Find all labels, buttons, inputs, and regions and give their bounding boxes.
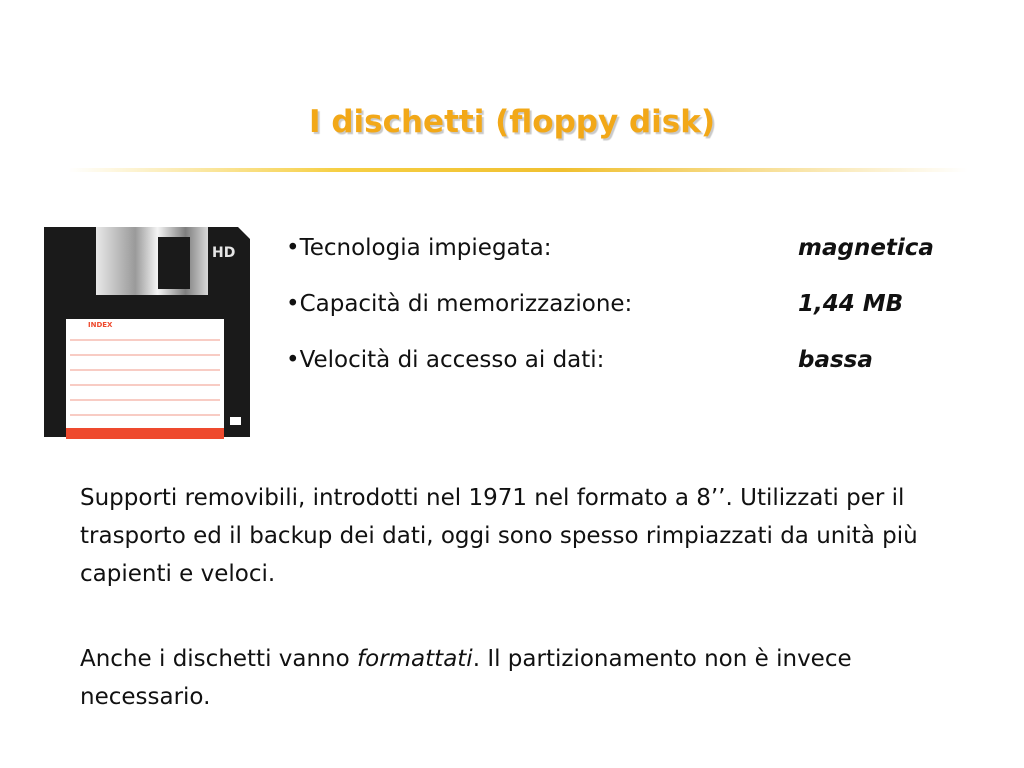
specs-list bbox=[286, 235, 976, 403]
spec-row-capacity bbox=[286, 291, 976, 347]
spec-value: bassa bbox=[798, 347, 873, 373]
title-divider bbox=[68, 168, 968, 172]
spec-label: •Capacità di memorizzazione: bbox=[286, 291, 633, 317]
spec-value: 1,44 MB bbox=[798, 291, 904, 317]
spec-row-technology bbox=[286, 235, 976, 291]
paragraph-text: Anche i dischetti vanno bbox=[80, 646, 358, 672]
spec-label: •Velocità di accesso ai dati: bbox=[286, 347, 605, 373]
spec-label: •Tecnologia impiegata: bbox=[286, 235, 552, 261]
emphasized-text: formattati bbox=[357, 646, 473, 672]
hd-badge: HD bbox=[212, 245, 236, 261]
spec-row-speed bbox=[286, 347, 976, 403]
paragraph-text: . Il partizionamento non è invece necessario. bbox=[80, 646, 852, 710]
description-paragraph: Supporti removibili, introdotti nel 1971 nel formato a 8’’. Utilizzati per il trasporto ed il backup dei dati, oggi sono spesso rimpiazzati da unità più capienti e veloci. bbox=[80, 485, 918, 587]
formatting-paragraph bbox=[80, 640, 960, 716]
spec-value: magnetica bbox=[798, 235, 934, 261]
slide-title: I dischetti (floppy disk) bbox=[309, 104, 715, 140]
floppy-disk-icon bbox=[40, 225, 252, 441]
floppy-disk-image bbox=[40, 225, 252, 441]
index-label: INDEX bbox=[88, 321, 113, 329]
